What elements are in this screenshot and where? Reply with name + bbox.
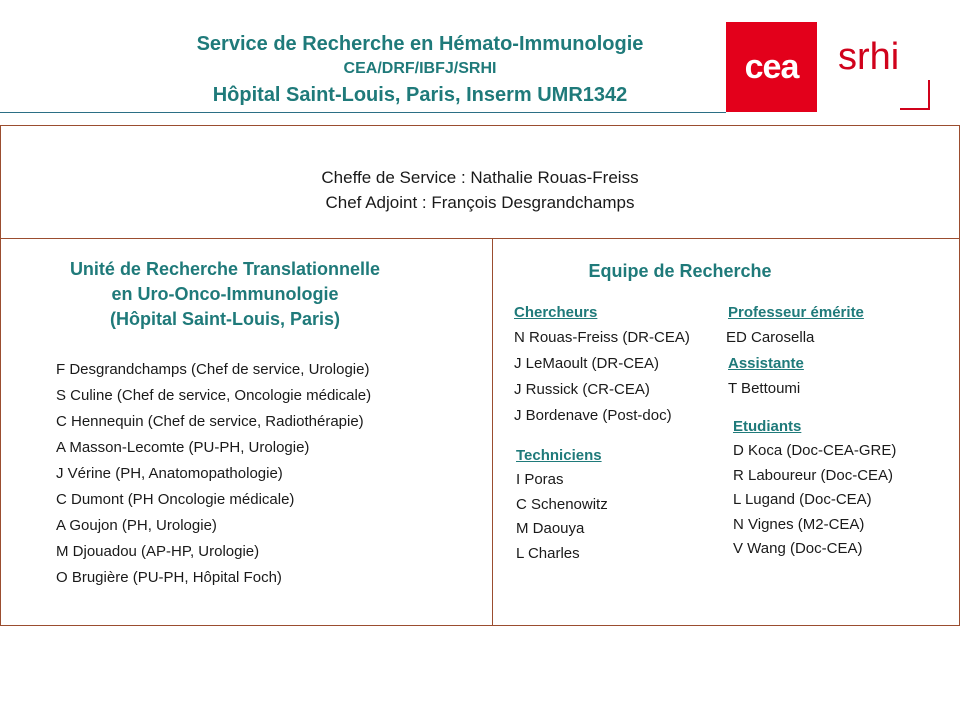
etudiant-item: L Lugand (Doc-CEA) bbox=[733, 491, 872, 508]
unit-member: J Vérine (PH, Anatomopathologie) bbox=[56, 465, 283, 482]
chercheurs-group bbox=[514, 300, 690, 429]
unit-member: F Desgrandchamps (Chef de service, Urologie) bbox=[56, 361, 370, 378]
chercheur-item: N Rouas-Freiss (DR-CEA) bbox=[514, 329, 690, 346]
service-title: Service de Recherche en Hémato-Immunologie bbox=[196, 33, 644, 55]
etudiant-item: R Laboureur (Doc-CEA) bbox=[733, 466, 894, 484]
technicien-item: L Charles bbox=[516, 544, 580, 562]
technicien-item: M Daouya bbox=[516, 520, 585, 537]
srhi-logo-bracket bbox=[900, 80, 930, 110]
etudiants-heading: Etudiants bbox=[733, 418, 802, 435]
techniciens-group bbox=[516, 443, 608, 566]
header-divider bbox=[0, 112, 726, 113]
unit-member: C Dumont (PH Oncologie médicale) bbox=[56, 491, 295, 508]
etudiant-item: V Wang (Doc-CEA) bbox=[733, 540, 863, 557]
chercheur-item: J LeMaoult (DR-CEA) bbox=[514, 355, 660, 372]
assistante-heading: Assistante bbox=[728, 355, 804, 372]
unit-title bbox=[30, 257, 420, 332]
etudiant-item: N Vignes (M2-CEA) bbox=[733, 515, 865, 533]
unit-member: M Djouadou (AP-HP, Urologie) bbox=[56, 543, 260, 560]
techniciens-heading: Techniciens bbox=[516, 447, 602, 464]
service-affiliation: CEA/DRF/IBFJ/SRHI bbox=[343, 60, 497, 77]
chercheurs-heading: Chercheurs bbox=[514, 304, 598, 321]
unit-title-line: (Hôpital Saint-Louis, Paris) bbox=[109, 309, 341, 329]
service-location: Hôpital Saint-Louis, Paris, Inserm UMR1342 bbox=[212, 84, 628, 106]
deputy-line: Chef Adjoint : François Desgrandchamps bbox=[325, 193, 635, 212]
etudiant-item: D Koca (Doc-CEA-GRE) bbox=[733, 442, 897, 459]
unit-member-list bbox=[56, 357, 371, 591]
chief-line: Cheffe de Service : Nathalie Rouas-Freiss bbox=[321, 168, 639, 187]
assistante-item: T Bettoumi bbox=[728, 380, 801, 397]
direction-text bbox=[0, 165, 960, 215]
unit-member: A Goujon (PH, Urologie) bbox=[56, 517, 217, 534]
unit-title-line: Unité de Recherche Translationnelle bbox=[69, 259, 381, 279]
unit-member: A Masson-Lecomte (PU-PH, Urologie) bbox=[56, 439, 310, 456]
technicien-item: I Poras bbox=[516, 471, 564, 488]
unit-member: O Brugière (PU-PH, Hôpital Foch) bbox=[56, 569, 282, 586]
chercheur-item: J Russick (CR-CEA) bbox=[514, 381, 650, 398]
etudiants-group bbox=[733, 414, 896, 562]
team-title: Equipe de Recherche bbox=[588, 261, 772, 281]
cea-logo: cea bbox=[726, 22, 817, 112]
unit-title-line: en Uro-Onco-Immunologie bbox=[111, 284, 339, 304]
srhi-logo: srhi bbox=[838, 36, 900, 78]
slide-header bbox=[0, 0, 960, 116]
chercheur-item: J Bordenave (Post-doc) bbox=[514, 407, 672, 424]
professeur-item: ED Carosella bbox=[726, 329, 815, 346]
unit-member: C Hennequin (Chef de service, Radiothérapie) bbox=[56, 413, 364, 430]
technicien-item: C Schenowitz bbox=[516, 495, 608, 513]
unit-member: S Culine (Chef de service, Oncologie médicale) bbox=[56, 387, 372, 404]
professeur-heading: Professeur émérite bbox=[728, 304, 864, 321]
professeur-group bbox=[728, 300, 864, 402]
